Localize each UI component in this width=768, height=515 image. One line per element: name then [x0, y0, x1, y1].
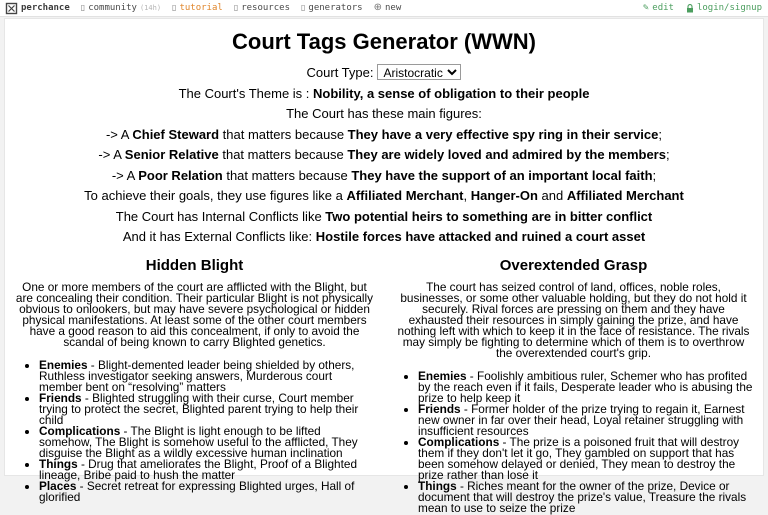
- generated-line: -> A Chief Steward that matters because They have a very effective spy ring in their service;: [105, 126, 663, 142]
- nav-item-new[interactable]: [374, 3, 402, 13]
- court-type-select[interactable]: [377, 64, 461, 80]
- tag-description: The court has seized control of land, offices, noble roles, businesses, or some other valuable holding, but they do not hold it securely. Rival forces are pressing on them and they have exhausted their resources in simply gaining the prize, and have nothing left with which to keep it in the face of resistance. The rivals may simply be fighting to determine which of them is to overthrow the overextended court's grip.: [397, 280, 750, 360]
- tag-column-overextended-grasp: [388, 258, 759, 514]
- nav-label-generators: generators: [308, 3, 363, 13]
- nav-label-new: new: [384, 3, 402, 13]
- generated-line: The Court has Internal Conflicts like Two potential heirs to something are in bitter conflict: [115, 208, 653, 224]
- top-navbar: [0, 0, 768, 17]
- list-item: • Complications - The Blight is light enough to be lifted somehow, The Blight is somehow useful to the afflicted, They disguise the Blight as a wildly excessive human inclination: [39, 426, 374, 459]
- list-item: • Complications - The prize is a poisoned fruit that will destroy them if they don't let it go, They gambled on support that has been somehow delayed or denied, They mean to destroy the prize rather than lose it: [418, 437, 753, 481]
- resources-icon: ▯: [233, 3, 239, 12]
- perchance-brand[interactable]: [6, 3, 70, 14]
- list-item: • Friends - Blighted struggling with their curse, Court member trying to protect the secret, Blighted parent trying to help their child: [39, 393, 374, 426]
- brand-label: perchance: [21, 3, 70, 13]
- list-item: • Enemies - Foolishly ambitious ruler, Schemer who has profited by the reach even if it fails, Desperate leader who is abusing the prize to help keep it: [418, 371, 753, 404]
- tag-bullet-list: [394, 371, 753, 514]
- nav-label-tutorial: tutorial: [179, 3, 223, 13]
- pencil-icon: ✎: [642, 3, 650, 12]
- tag-heading: Hidden Blight: [145, 257, 244, 274]
- tutorial-icon: ▯: [172, 3, 177, 12]
- nav-item-tutorial[interactable]: [172, 3, 223, 13]
- list-item: • Things - Riches meant for the owner of the prize, Device or document that will destroy the prize's value, Treasure the rivals mean to use to seize the prize: [418, 481, 753, 514]
- edit-label: edit: [652, 3, 674, 13]
- generated-lines: [5, 87, 763, 245]
- nav-item-resources[interactable]: [234, 3, 290, 13]
- lock-icon: [686, 4, 694, 13]
- edit-button[interactable]: [643, 3, 674, 13]
- generated-line: The Court has these main figures:: [286, 106, 482, 121]
- new-globe-icon: ⊕: [373, 2, 382, 13]
- list-item: • Enemies - Blight-demented leader being shielded by others, Ruthless investigator seeking answers, Murderous court member bent on “resolving” matters: [39, 360, 374, 393]
- list-item: • Things - Drug that ameliorates the Blight, Proof of a Blighted lineage, Bribe paid to hush the matter: [39, 459, 374, 481]
- tag-heading: Overextended Grasp: [499, 257, 648, 274]
- generated-line: -> A Senior Relative that matters because They are widely loved and admired by the members;: [98, 147, 670, 162]
- generated-line: And it has External Conflicts like: Hostile forces have attacked and ruined a court asset: [122, 229, 646, 244]
- list-item: • Friends - Former holder of the prize trying to regain it, Earnest new owner in far over their head, Loyal retainer struggling with insufficient resources: [418, 404, 753, 437]
- generated-line: -> A Poor Relation that matters because They have the support of an important local faith;: [111, 167, 657, 183]
- tag-columns: [5, 258, 763, 514]
- community-icon: ▯: [80, 3, 86, 12]
- nav-item-generators[interactable]: [301, 3, 363, 13]
- generated-line: To achieve their goals, they use figures like a Affiliated Merchant, Hanger-On and Affiliated Merchant: [84, 188, 684, 203]
- nav-label-resources: resources: [241, 3, 290, 13]
- tag-description: One or more members of the court are afflicted with the Blight, but are concealing their condition. Their particular Blight is not physically obvious to onlookers, but may have severe psychological or hidden physical manifestations. At least some of the other court members have a good reason to aid this concealment, if only to avoid the scandal of being known to carry Blighted genetics.: [15, 280, 374, 349]
- list-item: • Places - Secret retreat for expressing Blighted urges, Hall of glorified: [39, 481, 374, 503]
- nav-label-community: community: [88, 3, 137, 13]
- login-label: login/signup: [696, 3, 762, 13]
- login-signup-button[interactable]: [686, 3, 762, 13]
- court-type-row: [5, 64, 763, 80]
- page-title: Court Tags Generator (WWN): [232, 29, 536, 54]
- tag-column-hidden-blight: [9, 258, 380, 514]
- tag-bullet-list: [15, 360, 374, 503]
- perchance-logo-icon: [6, 3, 17, 14]
- generator-content: [4, 18, 764, 515]
- generators-icon: ▯: [301, 3, 306, 12]
- nav-item-community[interactable]: [81, 3, 161, 13]
- community-badge: (14h): [139, 4, 162, 12]
- court-type-label: Court Type:: [306, 64, 374, 80]
- generated-line: The Court's Theme is : Nobility, a sense of obligation to their people: [178, 85, 590, 101]
